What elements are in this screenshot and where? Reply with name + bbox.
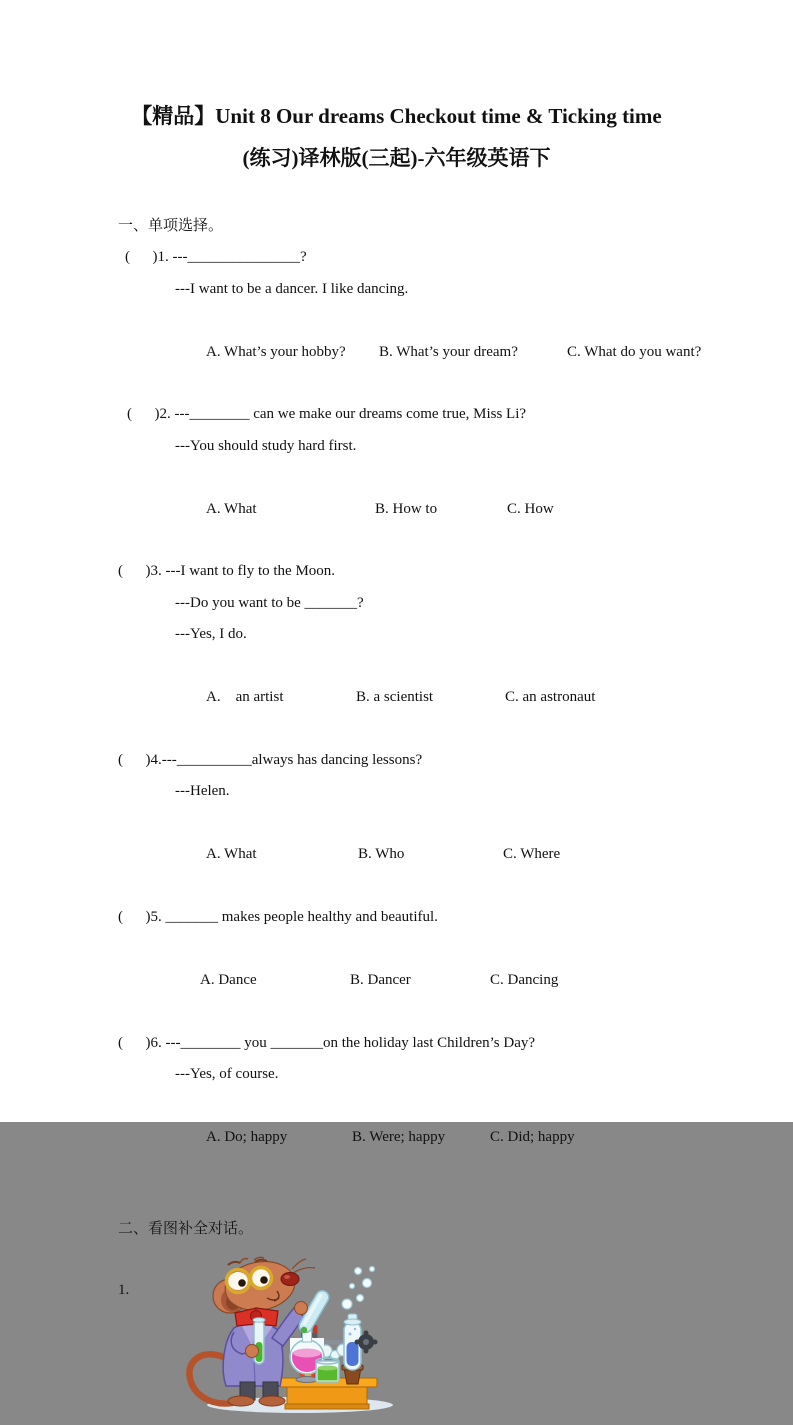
question-5: [118, 902, 743, 1028]
option-b: B. What’s your dream?: [379, 343, 518, 360]
option-a: A. Do; happy: [206, 1128, 288, 1145]
option-c: C. Dancing: [490, 971, 559, 988]
question-3-dialog-line-2: ---Yes, I do.: [175, 626, 247, 643]
left-hand: [246, 1345, 259, 1358]
question-5-options: [118, 933, 743, 1027]
question-6-stem: ( )6. ---________ you _______on the holiday last Children’s Day?: [118, 1034, 536, 1051]
option-a: A. What: [206, 500, 257, 517]
option-b: B. Were; happy: [352, 1128, 446, 1145]
right-hand: [295, 1302, 308, 1315]
question-6-dialog-line: ---Yes, of course.: [175, 1065, 279, 1082]
question-3-stem: ( )3. ---I want to fly to the Moon.: [118, 563, 336, 580]
question-1-options: [118, 305, 743, 399]
option-a: A. What: [206, 846, 257, 863]
section-one-heading: 一、单项选择。: [118, 218, 224, 234]
title-line-2: (练习)译林版(三起)-六年级英语下: [242, 146, 551, 170]
green-drop: [301, 1327, 307, 1333]
question-4-options: [118, 808, 743, 902]
option-c: C. How: [507, 500, 554, 517]
left-foot: [228, 1396, 254, 1406]
nose-highlight: [284, 1275, 290, 1279]
question-3-options: [118, 651, 743, 745]
mouse-nose: [281, 1273, 299, 1286]
question-3-dialog-line-1: ---Do you want to be _______?: [175, 594, 364, 611]
document-title: [0, 0, 793, 179]
question-2-options: [118, 462, 743, 556]
question-1-stem: ( )1. ---_______________?: [125, 249, 307, 266]
option-c: C. What do you want?: [567, 343, 702, 360]
cylinder: [342, 1314, 363, 1384]
question-6: [118, 1028, 743, 1185]
whiskers: [292, 1259, 315, 1273]
title-line-1: 【精品】Unit 8 Our dreams Checkout time & Ticking time: [131, 104, 662, 128]
question-2: [118, 399, 743, 556]
question-1-dialog-line: ---I want to be a dancer. I like dancing.: [175, 280, 409, 297]
question-2-stem: ( )2. ---________ can we make our dreams come true, Miss Li?: [127, 406, 527, 423]
option-b: B. How to: [375, 500, 438, 517]
question-6-options: [118, 1090, 743, 1184]
option-b: B. a scientist: [356, 689, 434, 706]
beaker: [316, 1358, 339, 1382]
section-two-heading: 二、看图补全对话。: [118, 1220, 254, 1237]
document-body: [118, 211, 743, 1425]
option-a: A. What’s your hobby?: [206, 343, 346, 360]
option-a: A. Dance: [200, 971, 257, 988]
section-two-item-1: [118, 1275, 743, 1425]
bubbles: [342, 1267, 375, 1310]
option-c: C. an astronaut: [505, 689, 596, 706]
option-c: C. Did; happy: [490, 1128, 575, 1145]
question-1: [118, 242, 743, 399]
question-3: [118, 556, 743, 744]
mouse-scientist-illustration: [180, 1256, 405, 1421]
question-4-dialog-line: ---Helen.: [175, 783, 230, 800]
option-c: C. Where: [503, 846, 561, 863]
option-b: B. Dancer: [350, 971, 411, 988]
option-a: A. an artist: [206, 689, 284, 706]
question-2-dialog-line: ---You should study hard first.: [175, 437, 357, 454]
question-4: [118, 745, 743, 902]
right-foot: [259, 1396, 285, 1406]
question-4-stem: ( )4.---__________always has dancing lessons?: [118, 751, 423, 768]
item-number: 1.: [118, 1282, 130, 1298]
question-5-stem: ( )5. _______ makes people healthy and beautiful.: [118, 908, 438, 925]
option-b: B. Who: [358, 846, 405, 863]
